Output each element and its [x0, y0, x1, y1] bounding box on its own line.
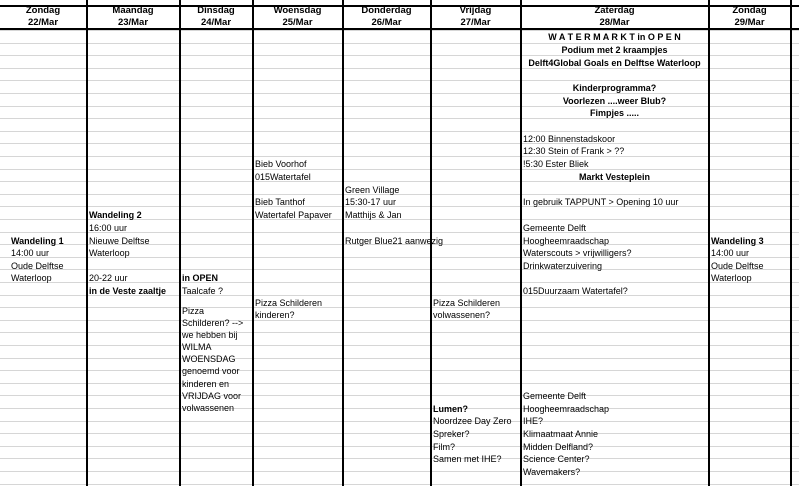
header-day-donderdag[interactable]: Donderdag	[361, 5, 412, 16]
header-date-22[interactable]: 22/Mar	[27, 17, 59, 28]
cell-film[interactable]: Film?	[433, 442, 455, 452]
cell-binnenstadskoor[interactable]: 12:00 Binnenstadskoor	[523, 134, 616, 144]
cell-wavemakers[interactable]: Wavemakers?	[523, 467, 581, 477]
header-day-dinsdag[interactable]: Dinsdag	[197, 5, 235, 16]
cell-drinkwaterzuivering[interactable]: Drinkwaterzuivering	[523, 261, 603, 271]
cell-dinsdag-pizza-note[interactable]: Pizza Schilderen? --> we hebben bij WILMA WOENSDAG genoemd voor kinderen en VRIJDAG voor volwassenen	[182, 306, 244, 413]
cell-dinsdag-taalcafe[interactable]: Taalcafe ?	[182, 286, 224, 296]
cell-hoogheemraadschap-1[interactable]: Hoogheemraadschap	[523, 236, 610, 246]
column-border	[252, 0, 254, 486]
cell-wandeling-2-place[interactable]: Nieuwe Delftse	[89, 236, 150, 246]
cell-rutger-blue21[interactable]: Rutger Blue21 aanwezig	[345, 236, 444, 246]
header-date-29[interactable]: 29/Mar	[734, 17, 765, 28]
cell-spreker[interactable]: Spreker?	[433, 429, 470, 439]
cell-gemeente-delft-2[interactable]: Gemeente Delft	[523, 391, 587, 401]
cell-wandeling-2[interactable]: Wandeling 2	[89, 210, 142, 220]
row-gridline	[0, 421, 799, 422]
cell-delft4global[interactable]: Delft4Global Goals en Delftse Waterloop	[528, 58, 701, 68]
column-border	[520, 0, 522, 486]
header-date-23[interactable]: 23/Mar	[117, 17, 149, 28]
row-gridline	[0, 383, 799, 384]
row-gridline	[0, 358, 799, 359]
row-gridline	[0, 206, 799, 207]
cell-ihe[interactable]: IHE?	[523, 416, 544, 426]
cell-podium[interactable]: Podium met 2 kraampjes	[561, 45, 668, 55]
row-gridline	[0, 80, 799, 81]
cell-hoogheemraadschap-2[interactable]: Hoogheemraadschap	[523, 404, 610, 414]
cell-wandeling-3[interactable]: Wandeling 3	[711, 236, 764, 246]
cell-noordzee-day-zero[interactable]: Noordzee Day Zero	[433, 416, 512, 426]
column-border	[708, 0, 710, 486]
cell-donderdag-people[interactable]: Matthijs & Jan	[345, 210, 402, 220]
cell-wandeling-2-place2[interactable]: Waterloop	[89, 248, 130, 258]
cell-tappunt[interactable]: In gebruik TAPPUNT > Opening 10 uur	[523, 197, 679, 207]
header-date-24[interactable]: 24/Mar	[200, 17, 232, 28]
cell-maandag-veste[interactable]: in de Veste zaaltje	[89, 286, 167, 296]
column-border	[342, 0, 344, 486]
header-day-woensdag[interactable]: Woensdag	[273, 5, 322, 16]
cell-bieb-voorhof[interactable]: Bieb Voorhof	[255, 159, 307, 169]
cell-voorlezen[interactable]: Voorlezen ....weer Blub?	[562, 96, 667, 106]
row-gridline	[0, 446, 799, 447]
row-gridline	[0, 131, 799, 132]
cell-gemeente-delft-1[interactable]: Gemeente Delft	[523, 223, 587, 233]
cell-markt-vesteplein[interactable]: Markt Vesteplein	[578, 172, 651, 182]
row-gridline	[0, 320, 799, 321]
column-border	[179, 0, 181, 486]
column-border	[86, 0, 88, 486]
cell-wandeling-1[interactable]: Wandeling 1	[11, 236, 64, 246]
header-date-28[interactable]: 28/Mar	[599, 17, 630, 28]
cell-wandeling-1-place[interactable]: Oude Delftse	[11, 261, 64, 271]
row-gridline	[0, 143, 799, 144]
cell-wandeling-3-time[interactable]: 14:00 uur	[711, 248, 750, 258]
header-date-27[interactable]: 27/Mar	[460, 17, 491, 28]
row-gridline	[0, 433, 799, 434]
cell-wandeling-3-place[interactable]: Oude Delftse	[711, 261, 764, 271]
cell-015watertafel[interactable]: 015Watertafel	[255, 172, 311, 182]
column-border	[790, 0, 792, 486]
row-gridline	[0, 471, 799, 472]
header-day-vrijdag[interactable]: Vrijdag	[459, 5, 492, 16]
header-day-maandag[interactable]: Maandag	[112, 5, 154, 16]
row-gridline	[0, 269, 799, 270]
cell-maandag-evening-time[interactable]: 20-22 uur	[89, 273, 128, 283]
cell-bieb-tanthof[interactable]: Bieb Tanthof	[255, 197, 305, 207]
cell-samen-met-ihe[interactable]: Samen met IHE?	[433, 454, 502, 464]
header-day-zondag-22[interactable]: Zondag	[25, 5, 61, 16]
cell-watermarkt-title[interactable]: W A T E R M A R K T in O P E N	[548, 32, 681, 42]
cell-green-village[interactable]: Green Village	[345, 185, 400, 195]
cell-015duurzaam[interactable]: 015Duurzaam Watertafel?	[523, 286, 628, 296]
cell-donderdag-time[interactable]: 15:30-17 uur	[345, 197, 397, 207]
row-gridline	[0, 484, 799, 485]
cell-waterscouts[interactable]: Waterscouts > vrijwilligers?	[523, 248, 632, 258]
header-date-25[interactable]: 25/Mar	[282, 17, 313, 28]
cell-wandeling-1-time[interactable]: 14:00 uur	[11, 248, 50, 258]
header-day-zondag-29[interactable]: Zondag	[732, 5, 767, 16]
row-gridline	[0, 395, 799, 396]
header-date-26[interactable]: 26/Mar	[371, 17, 402, 28]
cell-lumen[interactable]: Lumen?	[433, 404, 468, 414]
cell-stein-of-frank[interactable]: 12:30 Stein of Frank > ??	[523, 146, 625, 156]
cell-dinsdag-open[interactable]: in OPEN	[182, 273, 219, 283]
row-gridline	[0, 458, 799, 459]
cell-wandeling-2-time[interactable]: 16:00 uur	[89, 223, 128, 233]
row-gridline	[0, 169, 799, 170]
cell-klimaatmaat-annie[interactable]: Klimaatmaat Annie	[523, 429, 599, 439]
cell-science-center[interactable]: Science Center?	[523, 454, 590, 464]
header-day-zaterdag[interactable]: Zaterdag	[594, 5, 635, 16]
row-gridline	[0, 345, 799, 346]
row-gridline	[0, 332, 799, 333]
cell-kinderprogramma[interactable]: Kinderprogramma?	[572, 83, 657, 93]
cell-ester-bliek[interactable]: !5:30 Ester Bliek	[523, 159, 589, 169]
row-gridline	[0, 156, 799, 157]
row-gridline	[0, 194, 799, 195]
cell-woensdag-pizza[interactable]: Pizza Schilderen kinderen?	[255, 298, 323, 321]
cell-wandeling-3-place2[interactable]: Waterloop	[711, 273, 752, 283]
row-gridline	[0, 370, 799, 371]
cell-vrijdag-pizza[interactable]: Pizza Schilderen volwassenen?	[433, 298, 501, 321]
cell-watertafel-papaver[interactable]: Watertafel Papaver	[255, 210, 332, 220]
row-gridline	[0, 408, 799, 409]
cell-midden-delfland[interactable]: Midden Delfland?	[523, 442, 594, 452]
cell-wandeling-1-place2[interactable]: Waterloop	[11, 273, 52, 283]
row-gridline	[0, 307, 799, 308]
cell-filmpjes[interactable]: Fimpjes .....	[589, 108, 639, 118]
